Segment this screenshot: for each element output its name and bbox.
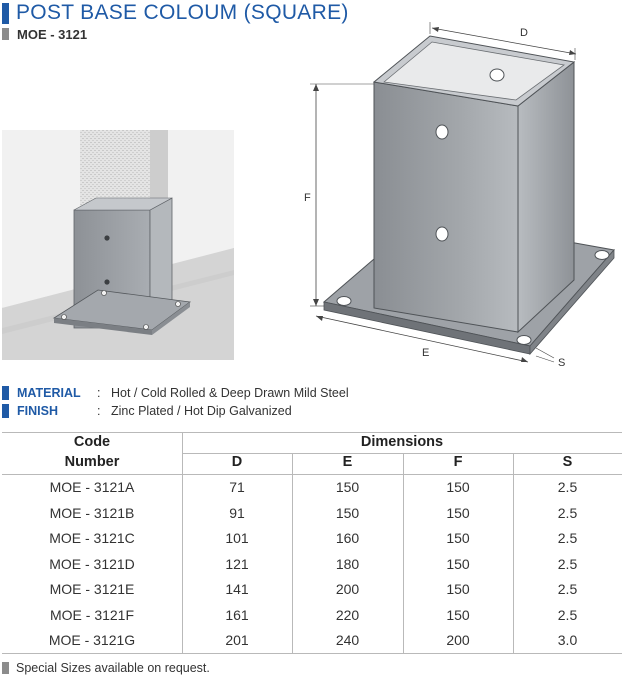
dimension-cell-f: 200 [446,632,470,648]
base-hole-front-right [517,336,531,345]
code-header-line1: Code [73,434,111,450]
dimension-cell-s: 2.5 [557,530,578,546]
dimension-cell-e: 220 [335,606,360,623]
code-cell: MOE - 3121E [49,581,135,597]
front-hole-lower [436,227,448,241]
product-code: MOE - 3121 [17,26,88,42]
title-accent-bar [2,3,9,24]
dimension-cell-d: 161 [225,606,249,623]
column-header-s: S [562,454,573,470]
dimensions-header: Dimensions [360,434,444,450]
dimension-cell-e: 150 [335,504,360,521]
table-top-rule [2,432,622,433]
dimension-cell-d: 201 [225,632,249,648]
spec-value: Zinc Plated / Hot Dip Galvanized [111,404,292,418]
dimension-cell-f: 150 [446,504,470,521]
dimension-cell-e: 240 [335,632,360,648]
product-code-bullet [2,28,9,40]
top-side-hole [490,69,504,81]
dimension-cell-f: 150 [446,606,470,623]
dimension-cell-e: 160 [335,530,360,546]
base-hole-back-right [595,251,609,260]
dimensions-table [2,432,622,654]
code-cell: MOE - 3121F [49,606,135,623]
spec-label: FINISH [17,404,58,418]
spec-colon: : [97,386,101,400]
installed-post-illustration [2,130,234,360]
footer-note-bullet [2,662,9,674]
dimension-cell-s: 2.5 [557,479,578,495]
dimension-cell-d: 121 [225,555,249,572]
dimension-cell-f: 150 [446,555,470,572]
dimension-cell-s: 2.5 [557,504,578,521]
spec-bullet [2,386,9,400]
spec-bullet [2,404,9,418]
dimension-cell-s: 2.5 [557,555,578,572]
dimension-cell-e: 200 [335,581,360,597]
dimension-cell-d: 141 [225,581,249,597]
dimension-cell-d: 91 [229,504,245,521]
dimension-cell-f: 150 [446,581,470,597]
table-bottom-rule [2,653,622,654]
dimension-d-label: D [520,27,528,39]
spec-value: Hot / Cold Rolled & Deep Drawn Mild Steel [111,386,349,400]
code-cell: MOE - 3121A [49,479,135,495]
dimension-cell-s: 2.5 [557,581,578,597]
dimension-cell-s: 2.5 [557,606,578,623]
column-header-f: F [453,454,463,470]
dimension-cell-d: 101 [225,530,249,546]
technical-drawing [292,10,622,375]
dimension-cell-f: 150 [446,479,470,495]
dimension-e-label: E [422,347,430,359]
dimension-cell-f: 150 [446,530,470,546]
dimension-cell-d: 71 [229,479,245,495]
footer-note: Special Sizes available on request. [16,661,210,675]
dimension-f-label: F [304,192,311,204]
code-cell: MOE - 3121B [49,504,135,521]
spec-colon: : [97,404,101,418]
sleeve-front-face [374,82,518,332]
dimension-cell-e: 180 [335,555,360,572]
code-cell: MOE - 3121D [49,555,135,572]
base-hole-front-left [337,297,351,306]
column-header-d: D [231,454,243,470]
dimension-cell-e: 150 [335,479,360,495]
page-title: POST BASE COLOUM (SQUARE) [16,1,349,24]
code-cell: MOE - 3121G [48,632,136,648]
column-header-e: E [342,454,353,470]
product-code-row [2,26,87,42]
dimension-s-label: S [558,357,566,369]
code-header-line2: Number [64,454,120,470]
spec-finish [2,402,522,420]
code-cell: MOE - 3121C [49,530,135,546]
spec-material [2,384,522,402]
front-hole-upper [436,125,448,139]
spec-label: MATERIAL [17,386,81,400]
footer-note-row [2,660,210,676]
dimension-cell-s: 3.0 [557,632,578,648]
